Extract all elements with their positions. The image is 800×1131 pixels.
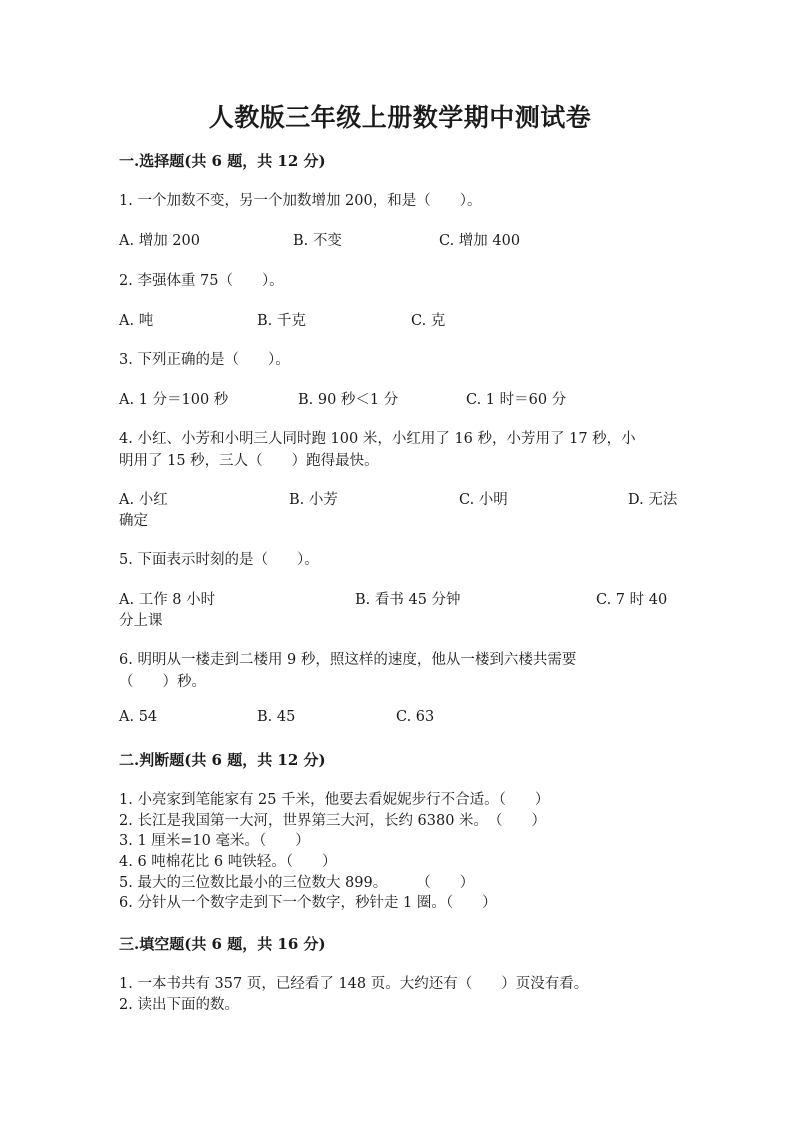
fill-blank-item: 2. 读出下面的数。 <box>119 997 239 1013</box>
option-c: C. 7 时 40 <box>596 592 668 608</box>
judgement-item: 3. 1 厘米=10 毫米。（ ） <box>119 833 310 849</box>
option-b: B. 90 秒＜1 分 <box>298 392 399 408</box>
fill-blank-item: 1. 一本书共有 357 页，已经看了 148 页。大约还有（ ）页没有看。 <box>119 976 589 992</box>
question-text: 5. 下面表示时刻的是（ ）。 <box>119 552 319 568</box>
question-text: 2. 李强体重 75（ ）。 <box>119 273 284 289</box>
judgement-item: 4. 6 吨棉花比 6 吨铁轻。（ ） <box>119 854 337 870</box>
section-heading-true-false: 二.判断题(共 6 题，共 12 分) <box>119 751 326 769</box>
option-a: A. 1 分＝100 秒 <box>119 392 229 408</box>
option-b: B. 不变 <box>293 233 342 249</box>
section-heading-choice: 一.选择题(共 6 题，共 12 分) <box>119 152 326 170</box>
option-a: A. 小红 <box>119 492 168 508</box>
question-text: 1. 一个加数不变，另一个加数增加 200，和是（ ）。 <box>119 193 482 209</box>
page-title: 人教版三年级上册数学期中测试卷 <box>208 103 592 132</box>
option-wrap: 确定 <box>119 513 148 529</box>
option-b: B. 小芳 <box>289 492 338 508</box>
option-c: C. 1 时＝60 分 <box>466 392 567 408</box>
option-a: A. 54 <box>119 709 158 725</box>
option-c: C. 克 <box>411 313 446 329</box>
section-heading-fill-blank: 三.填空题(共 6 题，共 16 分) <box>119 935 326 953</box>
option-b: B. 看书 45 分钟 <box>355 592 461 608</box>
question-text-line2: 明用了 15 秒，三人（ ）跑得最快。 <box>119 453 379 469</box>
option-a: A. 增加 200 <box>119 233 200 249</box>
question-text: 3. 下列正确的是（ ）。 <box>119 352 290 368</box>
option-a: A. 工作 8 小时 <box>119 592 216 608</box>
question-text-line1: 6. 明明从一楼走到二楼用 9 秒，照这样的速度，他从一楼到六楼共需要 <box>119 652 577 668</box>
judgement-item: 2. 长江是我国第一大河，世界第三大河，长约 6380 米。 （ ） <box>119 813 547 829</box>
option-c: C. 63 <box>396 709 435 725</box>
option-d: D. 无法 <box>628 492 678 508</box>
option-b: B. 千克 <box>257 313 306 329</box>
option-a: A. 吨 <box>119 313 154 329</box>
option-b: B. 45 <box>257 709 296 725</box>
judgement-item: 6. 分针从一个数字走到下一个数字，秒针走 1 圈。（ ） <box>119 895 497 911</box>
option-c: C. 小明 <box>459 492 508 508</box>
judgement-item: 1. 小亮家到笔能家有 25 千米，他要去看妮妮步行不合适。（ ） <box>119 792 550 808</box>
option-wrap: 分上课 <box>119 613 163 629</box>
question-text-line2: （ ）秒。 <box>119 674 206 690</box>
judgement-item: 5. 最大的三位数比最小的三位数大 899。 （ ） <box>119 875 475 891</box>
option-c: C. 增加 400 <box>439 233 521 249</box>
question-text-line1: 4. 小红、小芳和小明三人同时跑 100 米，小红用了 16 秒，小芳用了 17 秒，小 <box>119 431 636 447</box>
